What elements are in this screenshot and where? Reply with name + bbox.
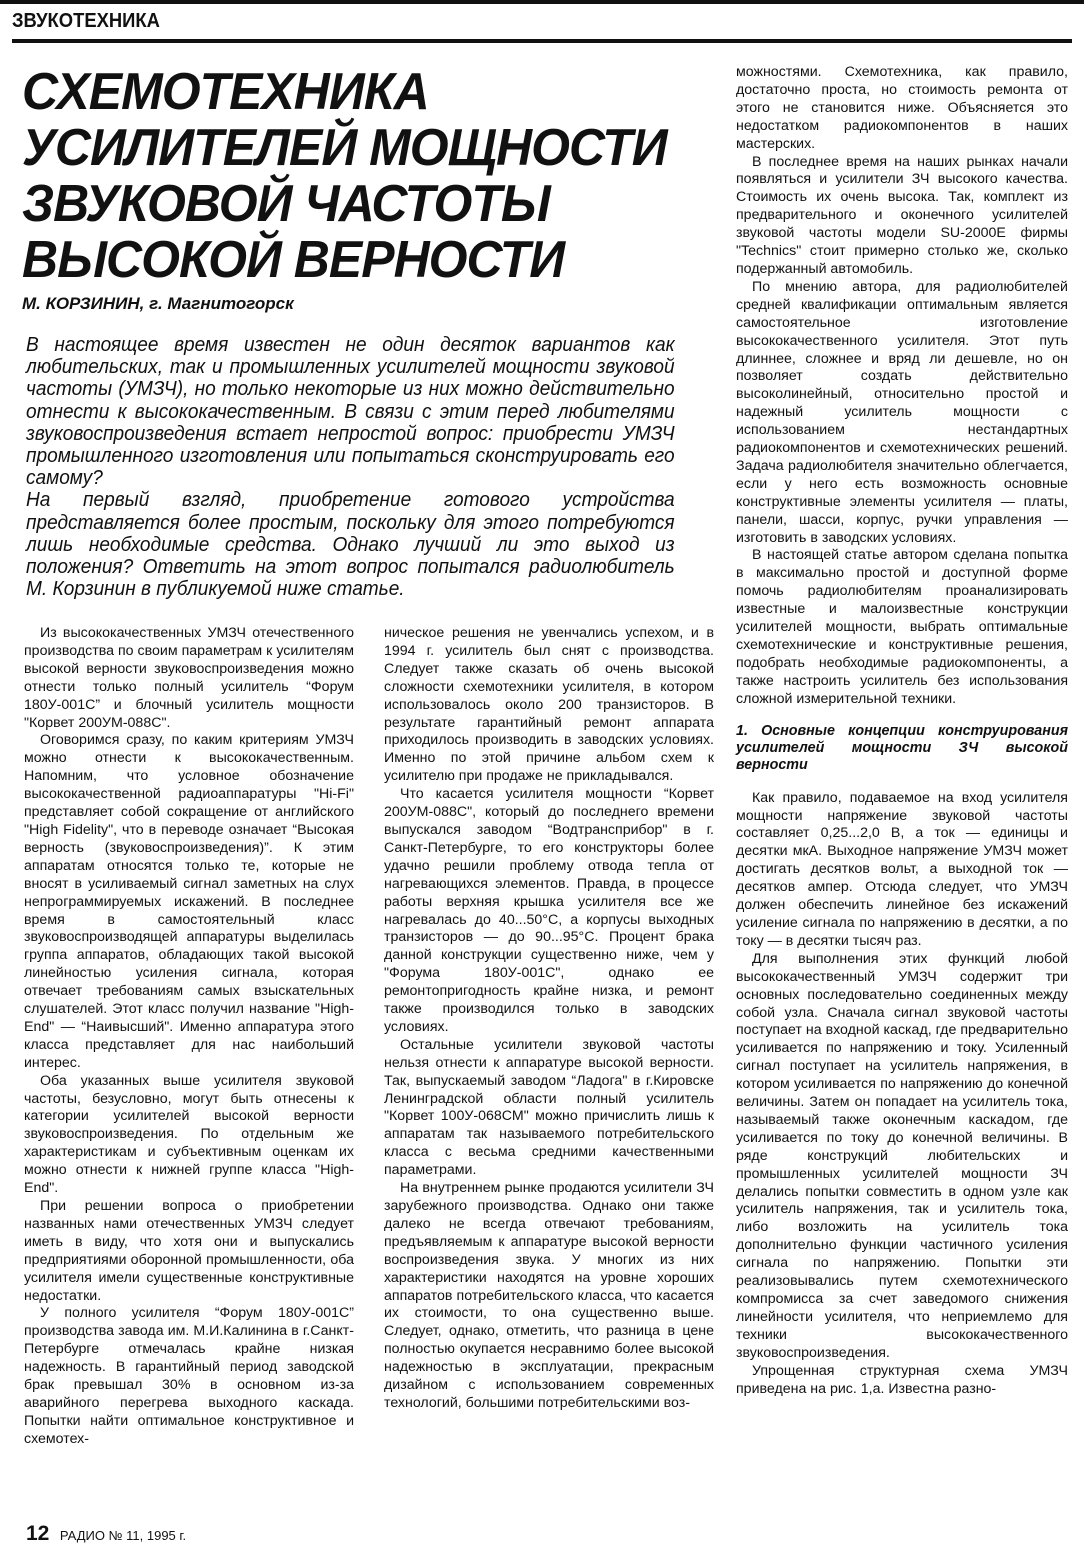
paragraph: Оба указанных выше усилителя звуковой частоты, безусловно, могут быть отнесены к категории усилителей высокой верности звуковоспроизведения. По отдельным же характеристикам и субъективным оценкам их можно отнести к нижней группе класса "High-End". — [24, 1072, 354, 1197]
paragraph: У полного усилителя “Форум 180У-001С” производства завода им. М.И.Калинина в г.Санкт-Петербурге отмечалась крайне низкая надежность. В гарантийный период заводской брак превышал 30% в основном из-за аварийного перегрева выходного каскада. Попытки найти оптимальное конструктивное и схемотех- — [24, 1305, 354, 1447]
title-line: СХЕМОТЕХНИКА — [22, 63, 429, 121]
section-heading: 1. Основные концепции конструирования усилителей мощности ЗЧ высокой верности — [736, 722, 1068, 773]
text-column-3 — [736, 64, 1068, 1398]
paragraph: Оговоримся сразу, по каким критериям УМЗЧ можно отнести к высококачественным. Напомним, что условное обозначение высококачественной радиоаппаратуры "Hi-Fi" представляет собой сокращение от английского "High Fidelity", что в переводе означает “Высокая верность (звуковоспроизведения)”. К этим аппаратам относятся только те, которые не вносят в усиливаемый сигнал заметных на слух непрограммируемых искажений. В последнее время в самостоятельный класс звуковоспроизводящей аппаратуры выделилась группа аппаратов, обладающих такой высокой линейностью усиления сигнала, которая отвечает требованиям самых взыскательных слушателей. Этот класс получил название "High-End" — “Наивысший". Именно аппаратура этого класса представляет для нас наибольший интерес. — [24, 732, 354, 1071]
paragraph: Остальные усилители звуковой частоты нельзя отнести к аппаратуре высокой верности. Так, выпускаемый заводом “Ладога" в г.Кировске Ленинградской области полный усилитель "Корвет 100У-068СМ" можно причислить лишь к аппаратам так называемого потребительского класса с весьма средними качественными параметрами. — [384, 1036, 714, 1179]
paragraph: В настоящей статье автором сделана попытка в максимально простой и доступной форме помочь радиолюбителям проанализировать известные и малоизвестные конструкции усилителей мощности, выбрать оптимальные схемотехнические и конструктивные решения, подобрать необходимые радиокомпоненты, а также настроить усилитель без использования сложной измерительной техники. — [736, 547, 1068, 707]
section-label: ЗВУКОТЕХНИКА — [12, 10, 160, 32]
text-column-2 — [384, 625, 714, 1413]
paragraph: Для выполнения этих функций любой высококачественный УМЗЧ содержит три основных последовательно соединенных между собой узла. Сначала сигнал звуковой частоты поступает на входной каскад, где предварительно усиливается по напряжению и току. Усиленный сигнал поступает на усилитель напряжения, в котором усиливается по напряжению до конечной величины. Затем он попадает на усилитель тока, называемый также оконечным каскадом, где усиливается по току до конечной величины. В ряде конструкций любительских и промышленных усилителей мощности ЗЧ делались попытки совместить в одном узле как усилитель напряжения, так и усилитель тока, либо возложить на усилитель тока дополнительно функции частичного усиления сигнала по напряжению. Попытки эти реализовывались путем схемотехнического компромисса за счет заведомого снижения линейности усилителя, что неприемлемо для техники высококачественного звуковоспроизведения. — [736, 950, 1068, 1361]
paragraph: Из высококачественных УМЗЧ отечественного производства по своим параметрам к усилителям высокой верности звуковоспроизведения можно отнести только полный усилитель “Форум 180У-001С” и блочный усилитель мощности "Корвет 200УМ-088С". — [24, 625, 354, 731]
paragraph: можностями. Схемотехника, как правило, достаточно проста, но стоимость ремонта от этого не становится ниже. Объясняется это недостатком радиокомпонентов в наших мастерских. — [736, 64, 1068, 152]
paragraph: При решении вопроса о приобретении названных нами отечественных УМЗЧ следует иметь в виду, что хотя они и выпускались предприятиями оборонной промышленности, оба усилителя имели существенные конструктивные недостатки. — [24, 1198, 354, 1304]
paragraph: На внутреннем рынке продаются усилители ЗЧ зарубежного производства. Однако они также далеко не всегда отвечают требованиям, предъявляемым к аппаратуре высокой верности воспроизведения звука. У многих из них характеристики находятся на уровне хороших аппаратов потребительского класса, что касается их стоимости, то она существенно выше. Следует, однако, отметить, что разница в цене полностью окупается несравнимо более высокой надежностью в эксплуатации, прекрасным дизайном с использованием современных технологий, большими потребительскими воз- — [384, 1180, 714, 1411]
paragraph: Как правило, подаваемое на вход усилителя мощности напряжение звуковой частоты составляет 0,25...2,0 В, а ток — единицы и десятки мкА. Выходное напряжение УМЗЧ может достигать десятков вольт, а выходной ток — десятков ампер. Отсюда следует, что УМЗЧ должен обеспечить линейное без искажений усиление сигнала по напряжению в десятки, а по току — в десятки тысяч раз. — [736, 789, 1068, 949]
top-rule — [0, 0, 1084, 4]
paragraph: Упрощенная структурная схема УМЗЧ приведена на рис. 1,а. Известна разно- — [736, 1362, 1068, 1397]
lead-paragraph: На первый взгляд, приобретение готового устройства представляется более простым, поскольку для этого потребуются лишь необходимые средства. Однако лучший ли это выход из положения? Ответить на этот вопрос попытался радиолюбитель М. Корзинин в публикуемой ниже статье. — [26, 489, 675, 601]
lead-paragraph: В настоящее время известен не один десяток вариантов как любительских, так и промышленных усилителей мощности звуковой частоты (УМЗЧ), но только некоторые из них можно действительно отнести к высококачественным. В связи с этим перед любителями звуковоспроизведения встает непростой вопрос: приобрести УМЗЧ промышленного изготовления или попытаться сконструировать его самому? — [26, 334, 675, 490]
paragraph: В последнее время на наших рынках начали появляться и усилители ЗЧ высокого качества. Стоимость их очень высока. Так, комплект из предварительного и оконечного усилителей звуковой частоты модели SU-2000E фирмы "Technics" стоит примерно столько же, сколько подержанный автомобиль. — [736, 153, 1068, 277]
page-footer — [26, 1522, 186, 1546]
title-line: ВЫСОКОЙ ВЕРНОСТИ — [22, 231, 565, 289]
title-line: ЗВУКОВОЙ ЧАСТОТЫ — [22, 175, 550, 233]
paragraph: По мнению автора, для радиолюбителей средней квалификации оптимальным является самостоятельное изготовление высококачественного усилителя. Этот путь длиннее, сложнее и вряд ли дешевле, но он позволяет создать действительно высоколинейный, относительно простой и надежный усилитель мощности с использованием нестандартных радиокомпонентов и схемотехнических решений. Задача радиолюбителя значительно облегчается, если у него есть возможность основные конструктивные элементы усилителя — платы, панели, шасси, корпус, ручки управления — изготовить в заводских условиях. — [736, 278, 1068, 546]
paragraph: ническое решения не увенчались успехом, и в 1994 г. усилитель был снят с производства. Следует также сказать об очень высокой сложности схемотехники усилителя, в котором использовалось около 200 транзисторов. В результате гарантийный ремонт аппарата приходилось производить в заводских условиях. Именно по этой причине альбом схем к усилителю при продаже не прикладывался. — [384, 625, 714, 785]
header-divider — [12, 39, 1072, 43]
text-column-1 — [24, 625, 354, 1449]
article-title — [22, 64, 694, 288]
issue-info: РАДИО № 11, 1995 г. — [59, 1528, 187, 1543]
article-lead — [26, 334, 675, 600]
page-number: 12 — [26, 1522, 50, 1545]
title-line: УСИЛИТЕЛЕЙ МОЩНОСТИ — [22, 119, 667, 177]
paragraph: Что касается усилителя мощности “Корвет 200УМ-088С", который до последнего времени выпускался заводом “Водтрансприбор" в г. Санкт-Петербурге, то его конструкторы более удачно решили проблему отвода тепла от нагревающихся элементов. Правда, в процессе работы верхняя крышка усилителя все же нагревалась до 40...50°С, а корпусы выходных транзисторов — до 90...95°С. Процент брака данной конструкции существенно ниже, чем у "Форума 180У-001С", однако ее ремонтопригодность крайне низка, и ремонт также производился только в заводских условиях. — [384, 786, 714, 1035]
author-byline: М. КОРЗИНИН, г. Магнитогорск — [22, 294, 294, 313]
